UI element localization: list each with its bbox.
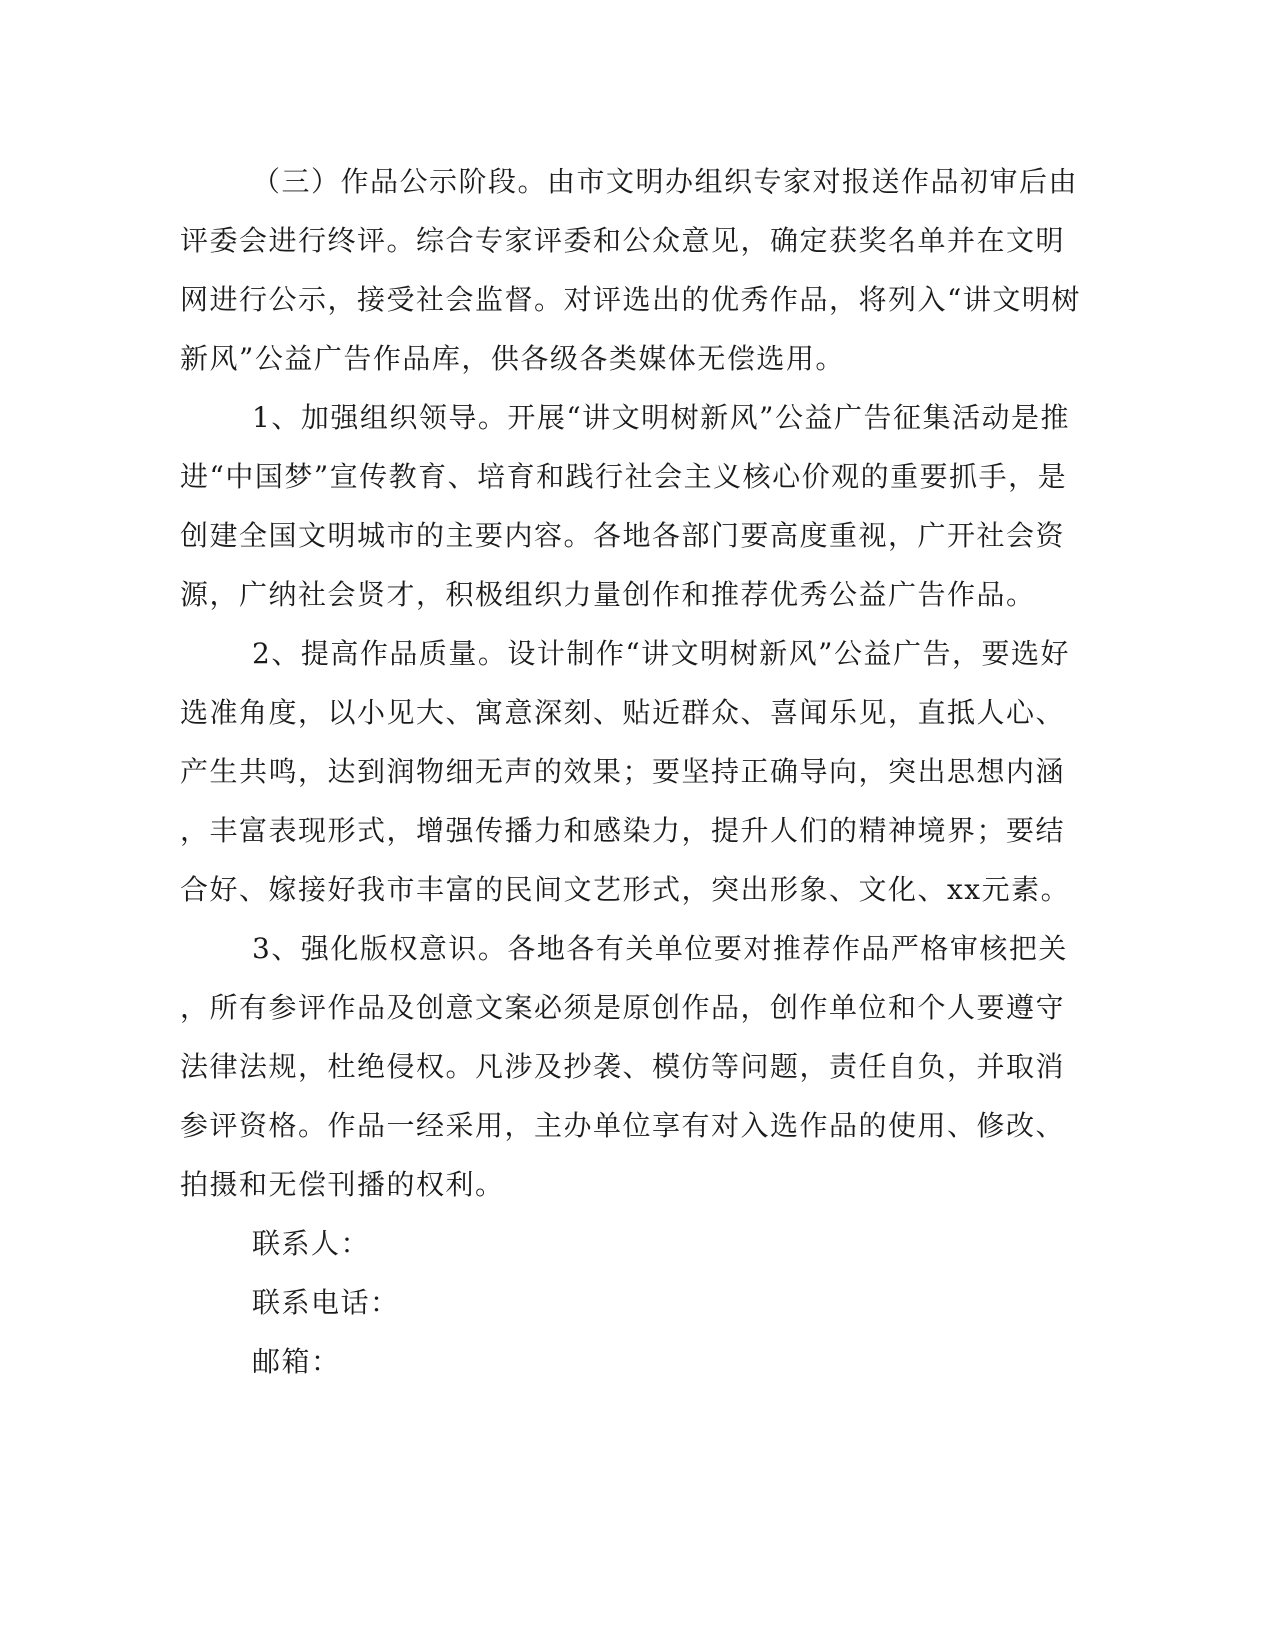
paragraph-2-line-4: 源，广纳社会贤才，积极组织力量创作和推荐优秀公益广告作品。 [180, 578, 1036, 611]
paragraph-4-line-3: 法律法规，杜绝侵权。凡涉及抄袭、模仿等问题，责任自负，并取消 [180, 1050, 1066, 1083]
paragraph-3-line-5: 合好、嫁接好我市丰富的民间文艺形式，突出形象、文化、xx元素。 [180, 873, 1071, 906]
paragraph-3-line-1: 2、提高作品质量。设计制作“讲文明树新风”公益广告，要选好 [252, 637, 1070, 670]
paragraph-1-line-2: 评委会进行终评。综合专家评委和公众意见，确定获奖名单并在文明 [180, 224, 1066, 257]
contact-phone-label: 联系电话： [252, 1286, 400, 1319]
paragraph-4-line-2: ，所有参评作品及创意文案必须是原创作品，创作单位和个人要遵守 [180, 991, 1066, 1024]
paragraph-2-line-3: 创建全国文明城市的主要内容。各地各部门要高度重视，广开社会资 [180, 519, 1066, 552]
paragraph-1-line-1: （三）作品公示阶段。由市文明办组织专家对报送作品初审后由 [252, 165, 1079, 198]
paragraph-3-line-3: 产生共鸣，达到润物细无声的效果；要坚持正确导向，突出思想内涵 [180, 755, 1066, 788]
paragraph-1-line-3: 网进行公示，接受社会监督。对评选出的优秀作品，将列入“讲文明树 [180, 283, 1081, 316]
contact-email-label: 邮箱： [252, 1345, 341, 1378]
contact-person-label: 联系人： [252, 1227, 371, 1260]
paragraph-4-line-5: 拍摄和无偿刊播的权利。 [180, 1168, 505, 1201]
paragraph-3-line-2: 选准角度，以小见大、寓意深刻、贴近群众、喜闻乐见，直抵人心、 [180, 696, 1066, 729]
paragraph-2-line-1: 1、加强组织领导。开展“讲文明树新风”公益广告征集活动是推 [252, 401, 1070, 434]
paragraph-1-line-4: 新风”公益广告作品库，供各级各类媒体无偿选用。 [180, 342, 845, 375]
paragraph-3-line-4: ，丰富表现形式，增强传播力和感染力，提升人们的精神境界；要结 [180, 814, 1066, 847]
paragraph-4-line-1: 3、强化版权意识。各地各有关单位要对推荐作品严格审核把关 [252, 932, 1068, 965]
paragraph-4-line-4: 参评资格。作品一经采用，主办单位享有对入选作品的使用、修改、 [180, 1109, 1066, 1142]
paragraph-2-line-2: 进“中国梦”宣传教育、培育和践行社会主义核心价观的重要抓手，是 [180, 460, 1068, 493]
